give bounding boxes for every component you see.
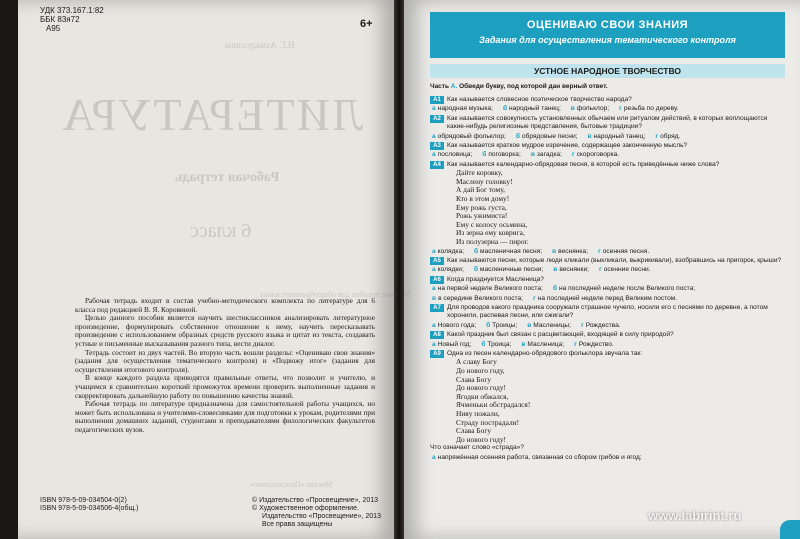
option-text: пословица; — [437, 151, 473, 159]
answer-option[interactable] — [474, 248, 542, 256]
option-letter: г — [598, 266, 602, 274]
poem-line: А славу Богу — [456, 357, 497, 367]
option-letter: а — [432, 132, 436, 140]
banner-subtitle: Задания для осуществления тематического контроля — [479, 35, 736, 45]
part-instruction — [430, 83, 608, 90]
option-letter: а — [432, 151, 436, 159]
answer-options — [430, 133, 788, 141]
page-corner-tab — [780, 520, 800, 539]
answer-option[interactable] — [572, 151, 619, 159]
option-text: напряжённая осенняя работа, связанная со сбором грибов и ягод; — [437, 453, 642, 461]
question-text: Как называются песни, которые люди кликали (выкликали, выкрикивали), взобравшись на пригорок, крыши? — [447, 257, 782, 264]
answer-option[interactable] — [574, 341, 614, 349]
option-letter: а — [432, 105, 436, 113]
option-letter: б — [552, 285, 557, 293]
question-number: А6 — [430, 276, 444, 284]
answer-options — [430, 248, 788, 256]
answer-option[interactable] — [432, 151, 472, 159]
poem-line: Ягодки обжался, — [456, 391, 509, 401]
banner-title: ОЦЕНИВАЮ СВОИ ЗНАНИЯ — [526, 19, 689, 31]
question — [430, 115, 788, 132]
option-letter: б — [515, 132, 520, 140]
poem-line: Из зерна ему коврига, — [456, 228, 525, 238]
poem-line: До нового году! — [456, 434, 507, 444]
question-text: Какой праздник был связан с расцветающей, входящей в силу природой? — [447, 331, 674, 339]
answer-option[interactable] — [599, 266, 651, 274]
answer-option[interactable] — [432, 454, 642, 462]
answer-option[interactable] — [432, 295, 523, 303]
option-letter: б — [502, 105, 508, 113]
section-banner — [430, 12, 785, 58]
question — [430, 304, 788, 321]
option-text: народный танец; — [593, 132, 646, 140]
bleed-through-author: Н.Г. Ахмадуллина — [225, 40, 295, 50]
option-letter: а — [432, 247, 436, 255]
poem-line: Ему рожь густа, — [456, 202, 507, 212]
author-code: А95 — [46, 24, 61, 33]
bleed-through-title: ЛИТЕРАТУРА — [60, 89, 364, 140]
option-letter: г — [597, 247, 601, 255]
answer-option[interactable] — [432, 266, 464, 274]
option-text: осенняя песня. — [602, 247, 650, 255]
answer-options — [430, 266, 788, 274]
option-letter: г — [655, 132, 659, 140]
option-text: обрядовые песни; — [521, 132, 578, 140]
annotation-paragraph: В конце каждого раздела приводятся правильные ответы, что позволит и учителю, и учащимся в сравнительно короткий промежуток времени проверить выполненные задания и скорректировать дальнейшую работу по повышению качества знаний. — [75, 373, 375, 400]
book-gutter — [394, 0, 404, 539]
answer-options — [430, 341, 788, 349]
question-text: Как называется краткое мудрое изречение, содержащее законченную мысль? — [447, 142, 688, 150]
option-letter: в — [432, 294, 437, 302]
annotation-paragraph: Тетрадь состоит из двух частей. Во вторую часть вошли разделы: «Оцениваю свои знания» (задания для осуществления тематического контроля) и «Подвожу итог» (задания для осуществления итогового контроля). — [75, 347, 375, 374]
poem-line: Слава Богу — [456, 374, 492, 384]
option-text: в середине Великого поста; — [438, 294, 523, 302]
poem-line: До нового году, — [456, 366, 505, 376]
question-text: Как называется календарно-обрядовая песня, в которой есть приведённые ниже слова? — [447, 160, 720, 168]
answer-option[interactable] — [531, 151, 562, 159]
answer-option[interactable] — [552, 248, 588, 256]
option-text: на последней неделе перед Великим постом. — [537, 294, 678, 302]
option-text: Рождество. — [578, 340, 614, 348]
copyright-block — [252, 497, 381, 529]
answer-option[interactable] — [432, 322, 476, 330]
option-letter: г — [580, 321, 584, 329]
poem-line: До нового году! — [456, 383, 507, 393]
option-letter: б — [473, 247, 479, 255]
answer-options — [430, 151, 788, 159]
answer-options — [430, 105, 788, 113]
question — [430, 276, 788, 284]
answer-option[interactable] — [587, 133, 645, 141]
part-label: Часть — [430, 83, 449, 90]
bleed-through-subtitle: Рабочая тетрадь — [175, 170, 280, 185]
answer-option[interactable] — [533, 295, 677, 303]
poem-line: Ему с колосу осьмина, — [456, 219, 528, 229]
answer-option[interactable] — [432, 285, 543, 293]
question-number: А8 — [430, 331, 444, 339]
option-text: осенние песни. — [603, 266, 651, 274]
answer-option[interactable] — [655, 133, 680, 141]
question — [430, 257, 788, 265]
question-number: А7 — [430, 304, 444, 312]
poem-line: Из полузерна — пирог. — [456, 237, 529, 246]
option-letter: в — [587, 132, 592, 140]
isbn-block — [40, 497, 139, 513]
section-title: УСТНОЕ НАРОДНОЕ ТВОРЧЕСТВО — [430, 64, 785, 78]
question-list — [430, 95, 788, 463]
option-text: народная музыка; — [437, 105, 493, 113]
answer-option[interactable] — [432, 341, 471, 349]
isbn-line: ISBN 978-5-09-034506-4(общ.) — [40, 505, 139, 512]
question-number: А1 — [430, 96, 444, 104]
option-letter: а — [432, 285, 436, 293]
part-number: А. — [450, 83, 458, 90]
answer-option[interactable] — [481, 341, 511, 349]
option-text: Новый год; — [437, 340, 472, 348]
question-text: Одна из песен календарно-обрядового фольклора звучала так: — [447, 350, 643, 358]
annotation-paragraph: Рабочая тетрадь по литературе предназначена для самостоятельной работы учащихся, но может быть использована и учителями-словесниками для подготовки к урокам, родителями при выполнении домашних заданий, студентами и преподавателями филологических факультетов педагогических вузов. — [75, 399, 375, 434]
part-text: Обведи букву, под которой дан верный ответ. — [459, 83, 608, 90]
option-letter: б — [473, 266, 478, 274]
poem-line: Маслену головку! — [456, 176, 513, 186]
option-letter: а — [432, 321, 436, 329]
option-letter: в — [570, 105, 575, 113]
option-text: Масленица; — [527, 340, 565, 348]
option-letter: б — [486, 321, 491, 329]
poem-excerpt — [430, 358, 788, 444]
option-letter: г — [532, 294, 536, 302]
option-letter: а — [432, 453, 436, 461]
option-letter: в — [527, 321, 532, 329]
option-text: Нового года; — [437, 321, 477, 329]
poem-line: Нияу пожали, — [456, 409, 500, 419]
question-text: Когда празднуется Масленица? — [447, 275, 544, 283]
option-text: на первой неделе Великого поста; — [437, 285, 543, 293]
question — [430, 331, 788, 339]
option-letter: в — [553, 266, 558, 274]
copyright-line: © Художественное оформление. — [252, 505, 359, 512]
answer-option[interactable] — [571, 105, 609, 113]
option-text: веснянки; — [559, 266, 589, 274]
answer-option[interactable] — [521, 341, 564, 349]
answer-option[interactable] — [553, 285, 695, 293]
answer-options — [430, 285, 788, 293]
copyright-line: Издательство «Просвещение», 2013 — [262, 513, 381, 520]
answer-option[interactable] — [581, 322, 621, 330]
option-text: колядки; — [437, 266, 464, 274]
watermark: www.labirint.ru — [648, 508, 742, 523]
option-text: Рождества. — [585, 321, 621, 329]
answer-option[interactable] — [516, 133, 578, 141]
option-text: масленичные песни; — [479, 266, 544, 274]
option-text: резьба по дереву. — [623, 105, 679, 113]
option-letter: а — [432, 266, 436, 274]
question-text: Как называется совокупность установленных обычаем или ритуалом действий, в которых воплощаются какие-нибудь религиозные представления, бытовые традиции? — [447, 114, 768, 131]
answer-option[interactable] — [432, 105, 493, 113]
answer-options — [430, 322, 788, 330]
question-number: А3 — [430, 142, 444, 150]
answer-option[interactable] — [432, 248, 464, 256]
answer-option[interactable] — [553, 266, 589, 274]
option-text: Троица; — [487, 340, 512, 348]
isbn-line: ISBN 978-5-09-034504-0(2) — [40, 497, 127, 504]
option-text: фольклор; — [576, 105, 610, 113]
bleed-through-note: Учебное пособие для общеобразовательных — [260, 290, 411, 299]
copyright-line: © Издательство «Просвещение», 2013 — [252, 497, 379, 504]
option-letter: в — [530, 151, 535, 159]
poem-line: А дай Бог тому, — [456, 185, 506, 195]
annotation-paragraph: Рабочая тетрадь входит в состав учебно-методического комплекта по литературе для 6 класса под редакцией В. Я. Коровиной. — [75, 296, 375, 314]
answer-option[interactable] — [527, 322, 571, 330]
answer-option[interactable] — [474, 266, 543, 274]
copyright-line: Все права защищены — [262, 521, 333, 528]
option-letter: в — [521, 340, 526, 348]
answer-options — [430, 295, 788, 303]
poem-line: Слава Богу — [456, 426, 492, 436]
poem-excerpt — [430, 169, 788, 246]
option-text: Масленицы; — [533, 321, 571, 329]
poem-line: Ячменьки обстрадался! — [456, 400, 531, 410]
poem-line: Дайте коровку, — [456, 168, 503, 178]
bibliographic-codes — [40, 6, 104, 33]
answer-option[interactable] — [486, 322, 517, 330]
option-text: обрядовый фольклор; — [437, 132, 506, 140]
option-letter: г — [571, 151, 575, 159]
bbk-code: ББК 83я72 — [40, 15, 80, 24]
option-letter: г — [574, 340, 577, 348]
option-text: веснянка; — [558, 247, 588, 255]
bleed-through-grade: 6 класс — [190, 220, 252, 242]
answer-options — [430, 454, 788, 462]
answer-option[interactable] — [432, 133, 506, 141]
poem-line: Кто в этом дому! — [456, 194, 510, 204]
option-text: поговорка; — [488, 151, 521, 159]
question-number: А9 — [430, 350, 444, 358]
udk-code: УДК 373.167.1:82 — [40, 6, 104, 15]
annotation-paragraph: Целью данного пособия является научить шестиклассников анализировать литературное произведение, формулировать собственное отношение к нему, научить пересказывать произведение с использованием образных средств русского языка и цитат из текста, создавать устные и письменные высказывания разного типа, вести диалог. — [75, 313, 375, 348]
answer-option[interactable] — [598, 248, 649, 256]
answer-option[interactable] — [482, 151, 521, 159]
option-text: на последней неделе после Великого поста; — [558, 285, 696, 293]
option-text: народный танец; — [509, 105, 561, 113]
question — [430, 142, 788, 150]
question-number: А5 — [430, 257, 444, 265]
bleed-through-publisher: Москва «Просвещение» — [250, 480, 333, 489]
option-text: масленичная песня; — [480, 247, 543, 255]
question-text: Для проводов какого праздника сооружали страшное чучело, носили его с песнями по деревне, а потом хоронили, распевая песни, или сжигали? — [447, 304, 768, 320]
question-number: А4 — [430, 161, 444, 169]
option-letter: а — [432, 340, 436, 348]
option-letter: г — [619, 105, 622, 113]
question-number: А2 — [430, 115, 444, 123]
poem-line: Рожь ужимиста! — [456, 211, 508, 221]
left-page — [18, 0, 396, 539]
poem-line: Страду пострадали! — [456, 417, 520, 427]
option-text: обряд. — [660, 132, 681, 140]
question — [430, 96, 788, 104]
option-text: загадка; — [536, 151, 562, 159]
age-rating-badge: 6+ — [360, 18, 373, 30]
option-text: скороговорка. — [576, 151, 620, 159]
option-letter: б — [482, 151, 487, 159]
answer-option[interactable] — [619, 105, 678, 113]
option-text: колядка; — [437, 247, 464, 255]
answer-option[interactable] — [503, 105, 561, 113]
option-text: Троицы; — [492, 321, 518, 329]
option-letter: в — [552, 247, 557, 255]
option-letter: б — [481, 340, 486, 348]
annotation-text — [75, 297, 375, 435]
question-text: Как называется словесное поэтическое творчество народа? — [447, 96, 632, 103]
follow-up-question: Что означает слово «страда»? — [430, 444, 525, 452]
